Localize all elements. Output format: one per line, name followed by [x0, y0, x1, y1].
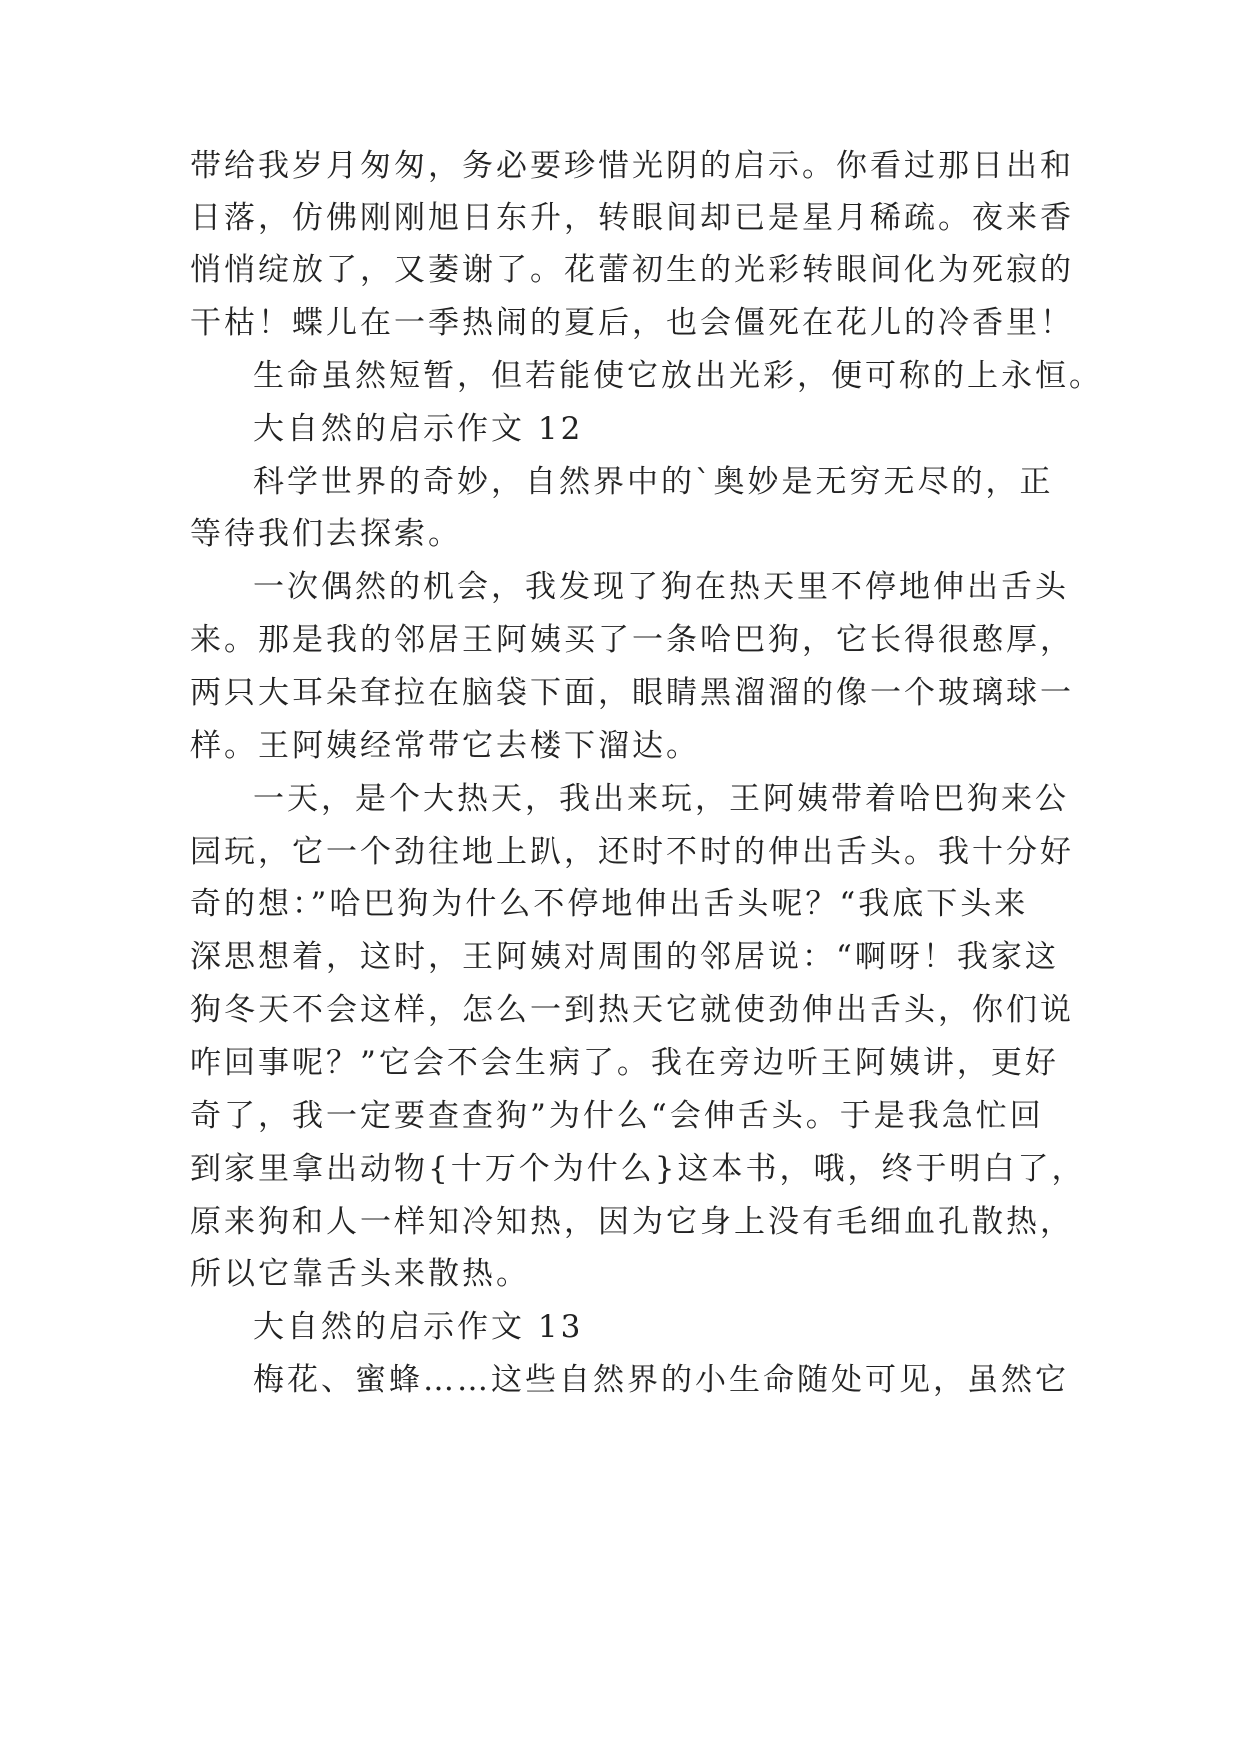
text-line: 两只大耳朵耷拉在脑袋下面，眼睛黑溜溜的像一个玻璃球一 [190, 675, 1074, 711]
text-line: 日落，仿佛刚刚旭日东升，转眼间却已是星月稀疏。夜来香 [190, 200, 1074, 236]
text-line: 悄悄绽放了，又萎谢了。花蕾初生的光彩转眼间化为死寂的 [190, 252, 1074, 288]
text-line: 来。那是我的邻居王阿姨买了一条哈巴狗，它长得很憨厚， [190, 622, 1074, 658]
text-line: 奇的想：”哈巴狗为什么不停地伸出舌头呢？“我底下头来 [190, 886, 1029, 922]
text-line: 一天，是个大热天，我出来玩，王阿姨带着哈巴狗来公 [253, 781, 1069, 817]
text-line: 样。王阿姨经常带它去楼下溜达。 [190, 728, 700, 764]
text-line: 干枯！蝶儿在一季热闹的夏后，也会僵死在花儿的冷香里！ [190, 305, 1074, 341]
text-line: 带给我岁月匆匆，务必要珍惜光阴的启示。你看过那日出和 [190, 148, 1074, 184]
section-heading: 大自然的启示作文 12 [253, 411, 584, 447]
text-line: 生命虽然短暂，但若能使它放出光彩，便可称的上永恒。 [253, 358, 1103, 394]
text-line: 所以它靠舌头来散热。 [190, 1256, 530, 1292]
text-line: 梅花、蜜蜂……这些自然界的小生命随处可见，虽然它 [253, 1362, 1069, 1398]
text-line: 一次偶然的机会，我发现了狗在热天里不停地伸出舌头 [253, 569, 1069, 605]
text-line: 原来狗和人一样知冷知热，因为它身上没有毛细血孔散热， [190, 1204, 1074, 1240]
section-heading: 大自然的启示作文 13 [253, 1309, 584, 1345]
text-line: 科学世界的奇妙，自然界中的`奥妙是无穷无尽的，正 [253, 464, 1054, 500]
text-line: 狗冬天不会这样，怎么一到热天它就使劲伸出舌头，你们说 [190, 992, 1074, 1028]
text-line: 到家里拿出动物{十万个为什么}这本书，哦，终于明白了， [190, 1151, 1086, 1187]
text-line: 园玩，它一个劲往地上趴，还时不时的伸出舌头。我十分好 [190, 834, 1074, 870]
text-line: 咋回事呢？”它会不会生病了。我在旁边听王阿姨讲，更好 [190, 1045, 1059, 1081]
text-line: 等待我们去探索。 [190, 516, 462, 552]
text-line: 奇了，我一定要查查狗”为什么“会伸舌头。于是我急忙回 [190, 1098, 1044, 1134]
text-line: 深思想着，这时，王阿姨对周围的邻居说：“啊呀！我家这 [190, 939, 1059, 975]
